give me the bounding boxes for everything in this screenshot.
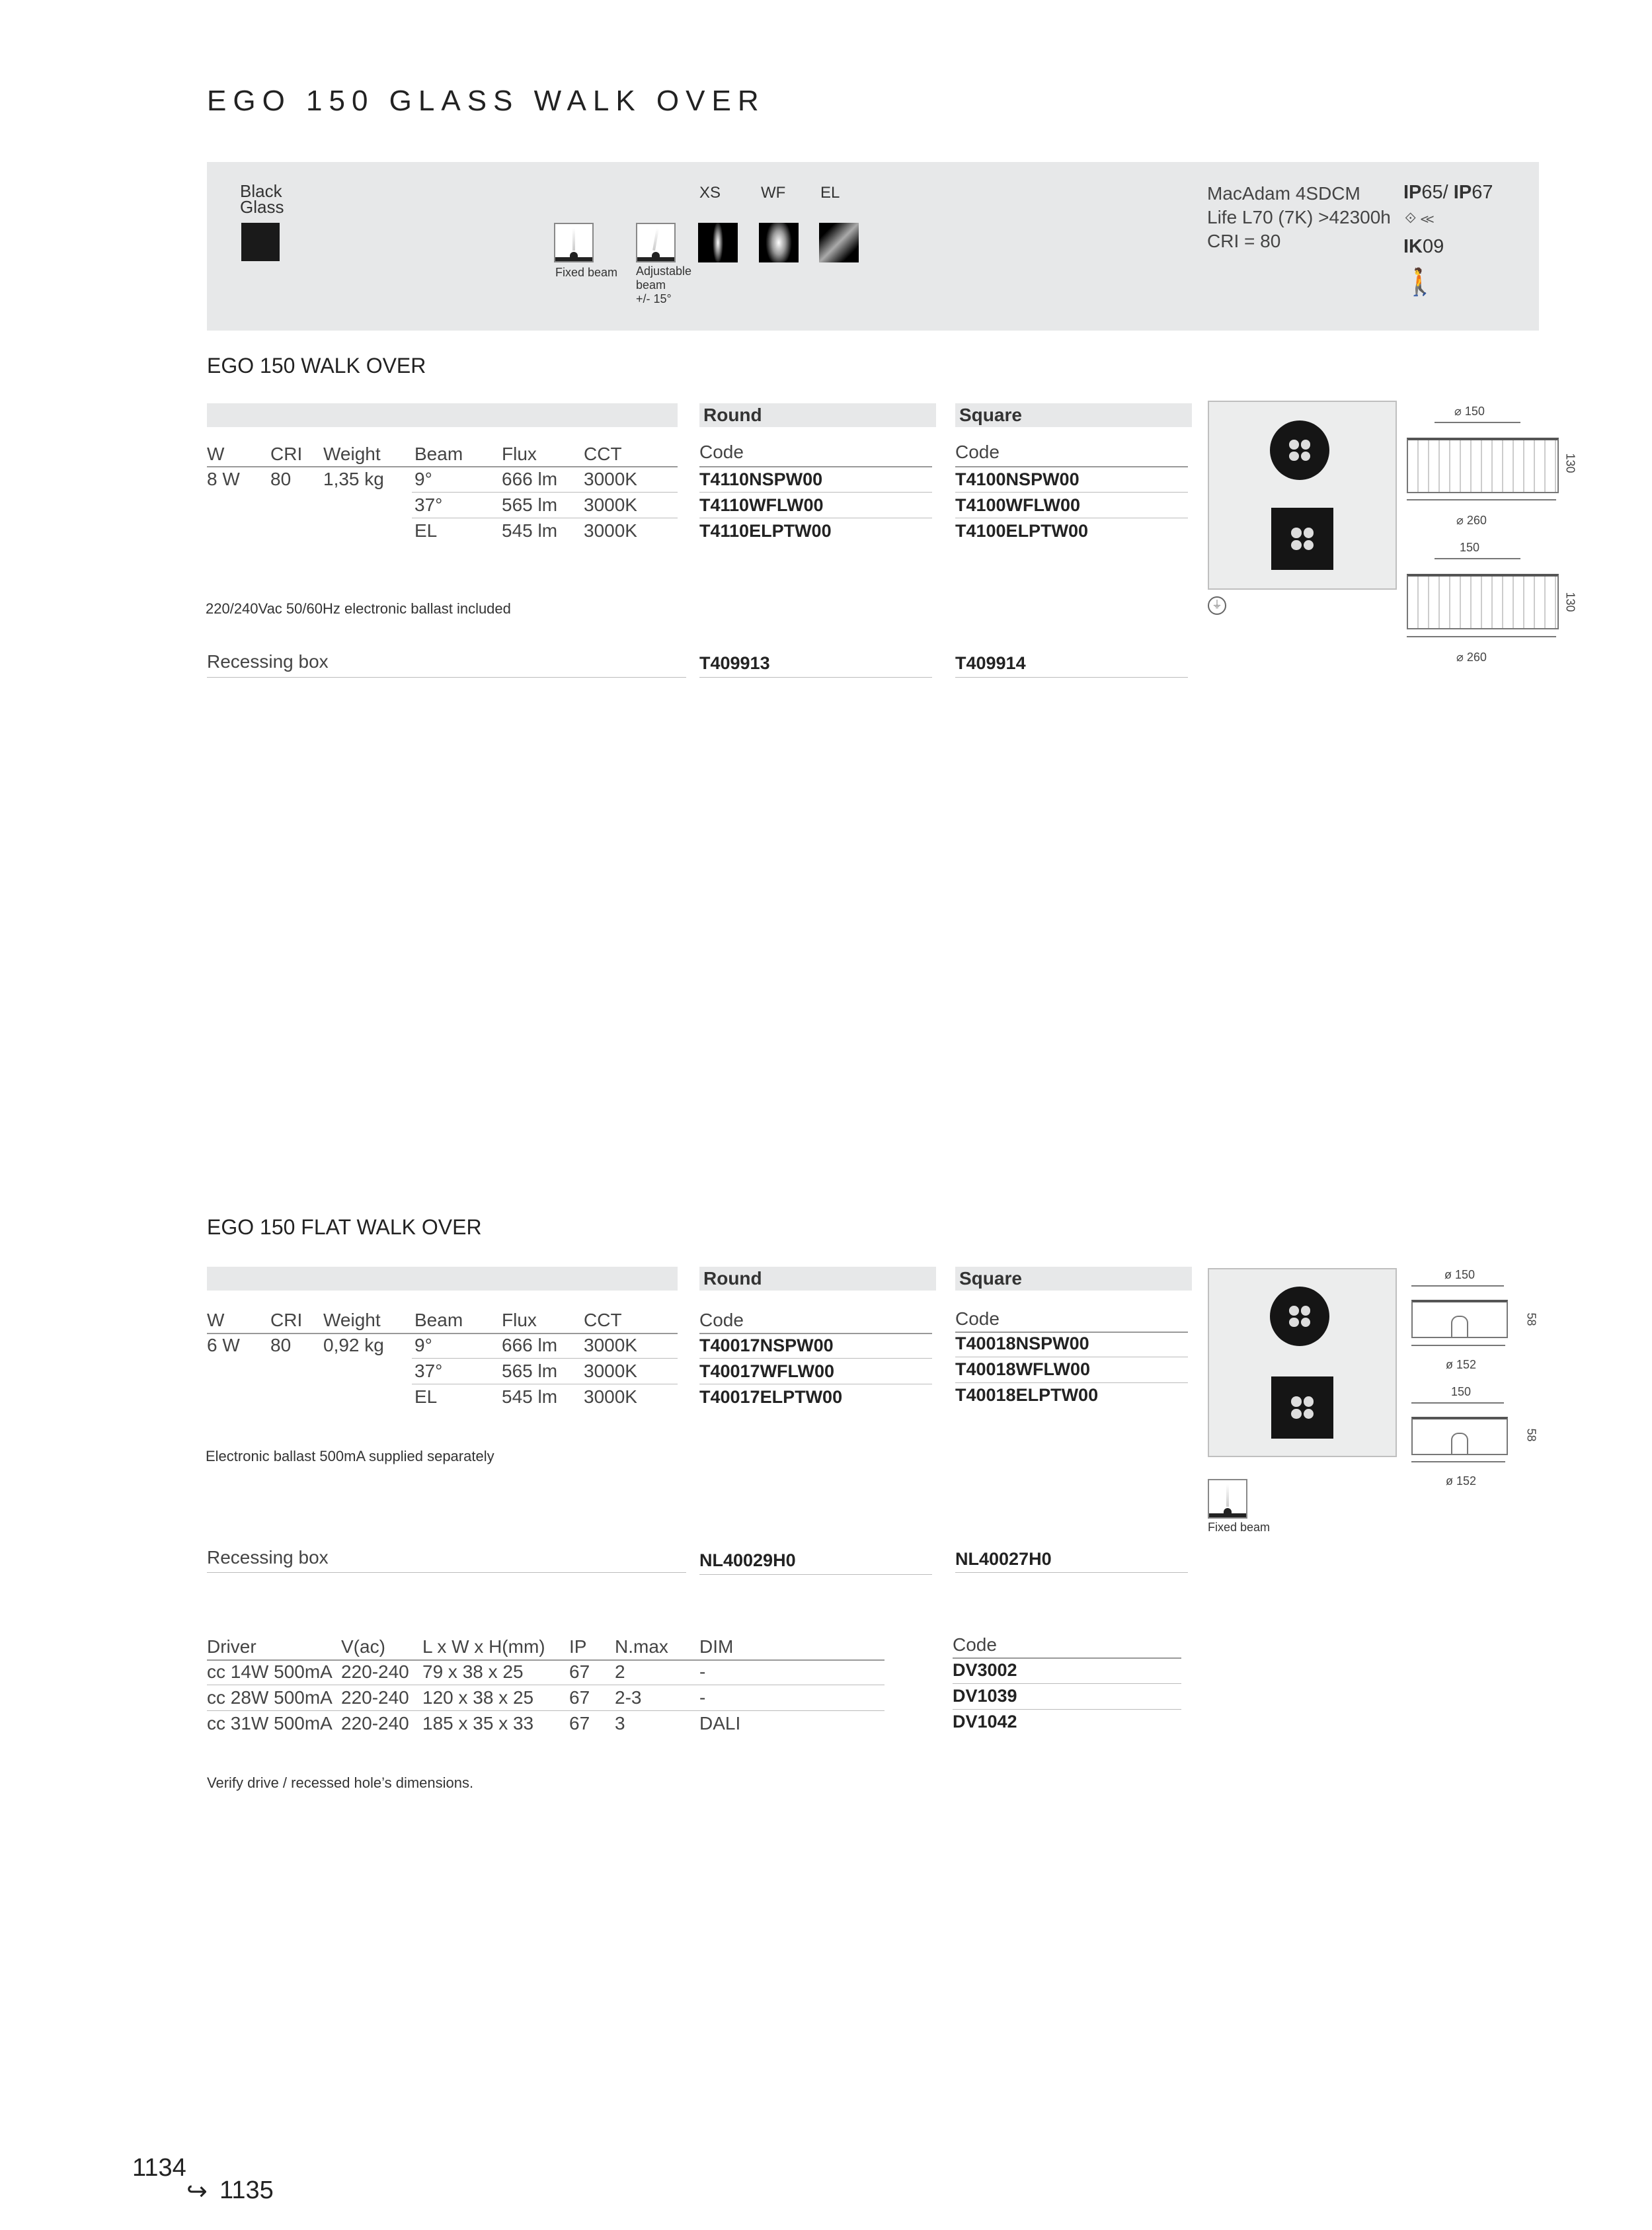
- drivers-header-row: [207, 1634, 1199, 1659]
- table-row: [207, 493, 1192, 518]
- led-cluster: [1291, 528, 1314, 550]
- square-fixture-image: [1271, 508, 1333, 570]
- led-cluster: [1289, 1306, 1310, 1327]
- cell-cct: 3000K: [584, 469, 637, 489]
- col-code-round: Code: [699, 442, 744, 462]
- col-cri: CRI: [270, 1310, 303, 1330]
- certification-icons: ⟐ ≪: [1405, 210, 1435, 226]
- recessing-rule: [699, 677, 932, 678]
- cell-weight: 1,35 kg: [323, 469, 384, 489]
- cell-size: 185 x 35 x 33: [422, 1713, 534, 1733]
- cell-code: DV1042: [953, 1712, 1017, 1732]
- code-round: T4110ELPTW00: [699, 521, 832, 541]
- col-cct: CCT: [584, 1310, 622, 1330]
- finish-line-1: Black: [240, 181, 282, 201]
- col-dim: DIM: [699, 1636, 734, 1657]
- walk-over-recessing-square: T409914: [955, 653, 1026, 673]
- col-beam: Beam: [414, 444, 463, 464]
- table-row: [207, 1659, 1199, 1685]
- walk-over-heading: EGO 150 WALK OVER: [207, 354, 426, 378]
- spec-life: Life L70 (7K) >42300h: [1207, 207, 1391, 227]
- cell-driver: cc 31W 500mA: [207, 1713, 333, 1733]
- cell-beam: EL: [414, 1386, 438, 1407]
- spec-list: [1207, 182, 1391, 253]
- cell-dim: DALI: [699, 1713, 741, 1733]
- code-round: T40017NSPW00: [699, 1335, 834, 1355]
- cell-nmax: 3: [615, 1713, 625, 1733]
- cell-flux: 545 lm: [502, 1386, 558, 1407]
- dim-line: [1407, 499, 1556, 500]
- walk-over-product-photo: [1208, 401, 1397, 590]
- dim-height-2: 130: [1563, 592, 1577, 612]
- adjustable-beam-line-3: +/- 15°: [636, 292, 672, 305]
- cell-driver: cc 28W 500mA: [207, 1687, 333, 1708]
- dim-bottom-diameter-2: ⌀ 260: [1456, 651, 1487, 664]
- cell-code: DV1039: [953, 1686, 1017, 1706]
- recessing-rule: [699, 1574, 932, 1575]
- dim-bottom-diameter-1: ⌀ 260: [1456, 514, 1487, 527]
- cell-beam: 9°: [414, 1335, 432, 1355]
- fixed-beam-icon: [1208, 1479, 1247, 1519]
- flat-recessing-square: NL40027H0: [955, 1549, 1052, 1569]
- dim-top-square: 150: [1460, 541, 1480, 554]
- adjustable-beam-line-1: Adjustable: [636, 264, 692, 278]
- dim-line: [1435, 422, 1520, 423]
- dim-top-diameter: ⌀ 150: [1454, 405, 1485, 418]
- recessing-rule: [955, 1572, 1188, 1573]
- recessing-rule: [955, 677, 1188, 678]
- col-code-square: Code: [955, 442, 1000, 462]
- col-ip: IP: [569, 1636, 587, 1657]
- walk-over-recessing-round: T409913: [699, 653, 770, 673]
- cell-cct: 3000K: [584, 1335, 637, 1355]
- cell-flux: 666 lm: [502, 1335, 558, 1355]
- cell-dim: -: [699, 1687, 706, 1708]
- fixed-beam-icon: [554, 223, 594, 262]
- led-cluster: [1289, 440, 1310, 461]
- cell-flux: 666 lm: [502, 469, 558, 489]
- flat-product-photo: [1208, 1268, 1397, 1457]
- code-square: T40018ELPTW00: [955, 1385, 1099, 1405]
- ik-prefix: IK: [1403, 236, 1423, 257]
- flat-square-drawing: [1411, 1417, 1508, 1455]
- cell-cri: 80: [270, 469, 292, 489]
- cell-vac: 220-240: [341, 1713, 409, 1733]
- led-cluster: [1291, 1396, 1314, 1419]
- cell-cri: 80: [270, 1335, 292, 1355]
- flat-fixed-beam-label: Fixed beam: [1208, 1521, 1271, 1534]
- table-row: [207, 1685, 1199, 1710]
- cell-nmax: 2-3: [615, 1687, 642, 1708]
- code-square: T40018WFLW00: [955, 1359, 1091, 1379]
- col-w: W: [207, 1310, 225, 1330]
- flat-recessing-round: NL40029H0: [699, 1550, 796, 1570]
- table-row: [207, 1359, 1192, 1384]
- cell-weight: 0,92 kg: [323, 1335, 384, 1355]
- walk-over-header-row: [207, 442, 1192, 467]
- code-square: T4100WFLW00: [955, 495, 1081, 515]
- drawing-detail: [1451, 1433, 1468, 1454]
- cell-dim: -: [699, 1661, 706, 1682]
- code-round: T40017ELPTW00: [699, 1387, 843, 1407]
- cell-size: 79 x 38 x 25: [422, 1661, 524, 1682]
- dim-height-1: 130: [1563, 453, 1577, 473]
- walk-over-square-label: Square: [955, 403, 1192, 427]
- cell-beam: 37°: [414, 1361, 443, 1381]
- cell-driver: cc 14W 500mA: [207, 1661, 333, 1682]
- optic-xs-icon: [698, 223, 738, 262]
- cell-flux: 565 lm: [502, 495, 558, 515]
- cell-ip: 67: [569, 1661, 590, 1682]
- code-square: T40018NSPW00: [955, 1334, 1089, 1353]
- drawing-detail: [1451, 1316, 1468, 1337]
- finish-label: [240, 183, 284, 215]
- product-banner: [207, 162, 1539, 331]
- dim-bottom-diameter-2: ø 152: [1446, 1474, 1477, 1488]
- recessing-rule: [207, 1572, 686, 1573]
- fixed-beam-label: Fixed beam: [555, 266, 618, 279]
- table-row: [207, 467, 1192, 492]
- walk-over-icon: 🚶: [1403, 268, 1436, 297]
- cell-flux: 565 lm: [502, 1361, 558, 1381]
- cell-cct: 3000K: [584, 1361, 637, 1381]
- cell-code: DV3002: [953, 1660, 1017, 1680]
- adjustable-beam-icon: [636, 223, 676, 262]
- dim-line: [1411, 1461, 1505, 1462]
- col-nmax: N.max: [615, 1636, 668, 1657]
- code-round: T40017WFLW00: [699, 1361, 835, 1381]
- col-driver: Driver: [207, 1636, 256, 1657]
- cell-beam: 9°: [414, 469, 432, 489]
- recessing-rule: [207, 677, 686, 678]
- col-code-square: Code: [955, 1308, 1000, 1329]
- dim-line: [1435, 558, 1520, 559]
- ik-rating: [1403, 236, 1444, 258]
- page-arrow-icon: ↪: [186, 2178, 208, 2206]
- code-square: T4100ELPTW00: [955, 521, 1089, 541]
- flat-round-label: Round: [699, 1267, 936, 1291]
- cell-vac: 220-240: [341, 1687, 409, 1708]
- col-cct: CCT: [584, 444, 622, 464]
- ip-a-prefix: IP: [1403, 182, 1422, 203]
- square-fixture-image: [1271, 1376, 1333, 1439]
- adjustable-beam-label: [636, 264, 691, 306]
- cell-flux: 545 lm: [502, 520, 558, 541]
- code-round: T4110WFLW00: [699, 495, 824, 515]
- cell-cct: 3000K: [584, 495, 637, 515]
- ik-value: 09: [1423, 236, 1444, 257]
- walk-over-round-label: Round: [699, 403, 936, 427]
- finish-line-2: Glass: [240, 197, 284, 217]
- walk-over-square-drawing: [1407, 574, 1559, 629]
- black-glass-swatch: [241, 223, 280, 261]
- earth-icon: ⏚: [1208, 596, 1226, 615]
- optic-wf-icon: [759, 223, 799, 262]
- col-beam: Beam: [414, 1310, 463, 1330]
- optic-xs-label: XS: [699, 184, 721, 202]
- cell-size: 120 x 38 x 25: [422, 1687, 534, 1708]
- cell-cct: 3000K: [584, 520, 637, 541]
- ip-b-value: 67: [1472, 182, 1493, 203]
- walk-over-note: 220/240Vac 50/60Hz electronic ballast included: [206, 600, 511, 617]
- col-code-round: Code: [699, 1310, 744, 1330]
- dim-top-diameter: ø 150: [1444, 1268, 1475, 1281]
- table-row: [207, 1384, 1192, 1410]
- dim-line: [1407, 636, 1556, 637]
- col-vac: V(ac): [341, 1636, 385, 1657]
- col-flux: Flux: [502, 444, 537, 464]
- cell-beam: EL: [414, 520, 438, 541]
- drivers-note: Verify drive / recessed hole’s dimensions.: [207, 1774, 474, 1791]
- cell-ip: 67: [569, 1687, 590, 1708]
- walk-over-spec-bar: [207, 403, 678, 427]
- round-fixture-image: [1270, 420, 1329, 480]
- page-number-next: 1135: [219, 2176, 274, 2204]
- code-round: T4110NSPW00: [699, 469, 823, 489]
- spec-cri: CRI = 80: [1207, 231, 1281, 251]
- cell-w: 6 W: [207, 1335, 240, 1355]
- flat-square-label: Square: [955, 1267, 1192, 1291]
- cell-beam: 37°: [414, 495, 443, 515]
- col-cri: CRI: [270, 444, 303, 464]
- dim-line: [1411, 1285, 1504, 1287]
- flat-spec-bar: [207, 1267, 678, 1291]
- ip-rating: [1403, 182, 1493, 204]
- cell-cct: 3000K: [584, 1386, 637, 1407]
- dim-line: [1411, 1345, 1505, 1346]
- dim-height-2: 58: [1524, 1428, 1538, 1442]
- cell-w: 8 W: [207, 469, 240, 489]
- dim-bottom-diameter-1: ø 152: [1446, 1358, 1477, 1371]
- adjustable-beam-line-2: beam: [636, 278, 666, 292]
- cell-ip: 67: [569, 1713, 590, 1733]
- col-weight: Weight: [323, 444, 381, 464]
- cell-nmax: 2: [615, 1661, 625, 1682]
- table-row: [207, 1333, 1192, 1358]
- ip-a-value: 65/: [1421, 182, 1454, 203]
- ip-b-prefix: IP: [1453, 182, 1472, 203]
- table-row: [207, 518, 1192, 543]
- optic-wf-label: WF: [761, 184, 786, 202]
- walk-over-recessing-label: Recessing box: [207, 651, 329, 672]
- cell-vac: 220-240: [341, 1661, 409, 1682]
- page-title: EGO 150 GLASS WALK OVER: [207, 85, 766, 117]
- dim-height-1: 58: [1524, 1312, 1538, 1326]
- optic-el-label: EL: [820, 184, 840, 202]
- flat-note: Electronic ballast 500mA supplied separately: [206, 1448, 494, 1464]
- col-size: L x W x H(mm): [422, 1636, 545, 1657]
- round-fixture-image: [1270, 1287, 1329, 1346]
- page-number-current: 1134: [132, 2154, 186, 2182]
- dim-line: [1411, 1402, 1504, 1404]
- table-row: [207, 1711, 1199, 1736]
- walk-over-round-drawing: [1407, 438, 1559, 493]
- dim-top-square: 150: [1451, 1385, 1472, 1398]
- flat-recessing-label: Recessing box: [207, 1547, 329, 1568]
- optic-el-icon: [819, 223, 859, 262]
- flat-walk-over-heading: EGO 150 FLAT WALK OVER: [207, 1215, 482, 1239]
- spec-macadam: MacAdam 4SDCM: [1207, 183, 1360, 204]
- col-weight: Weight: [323, 1310, 381, 1330]
- flat-round-drawing: [1411, 1300, 1508, 1338]
- col-w: W: [207, 444, 225, 464]
- code-square: T4100NSPW00: [955, 469, 1080, 489]
- col-code: Code: [953, 1634, 997, 1655]
- flat-header-row: [207, 1308, 1192, 1333]
- col-flux: Flux: [502, 1310, 537, 1330]
